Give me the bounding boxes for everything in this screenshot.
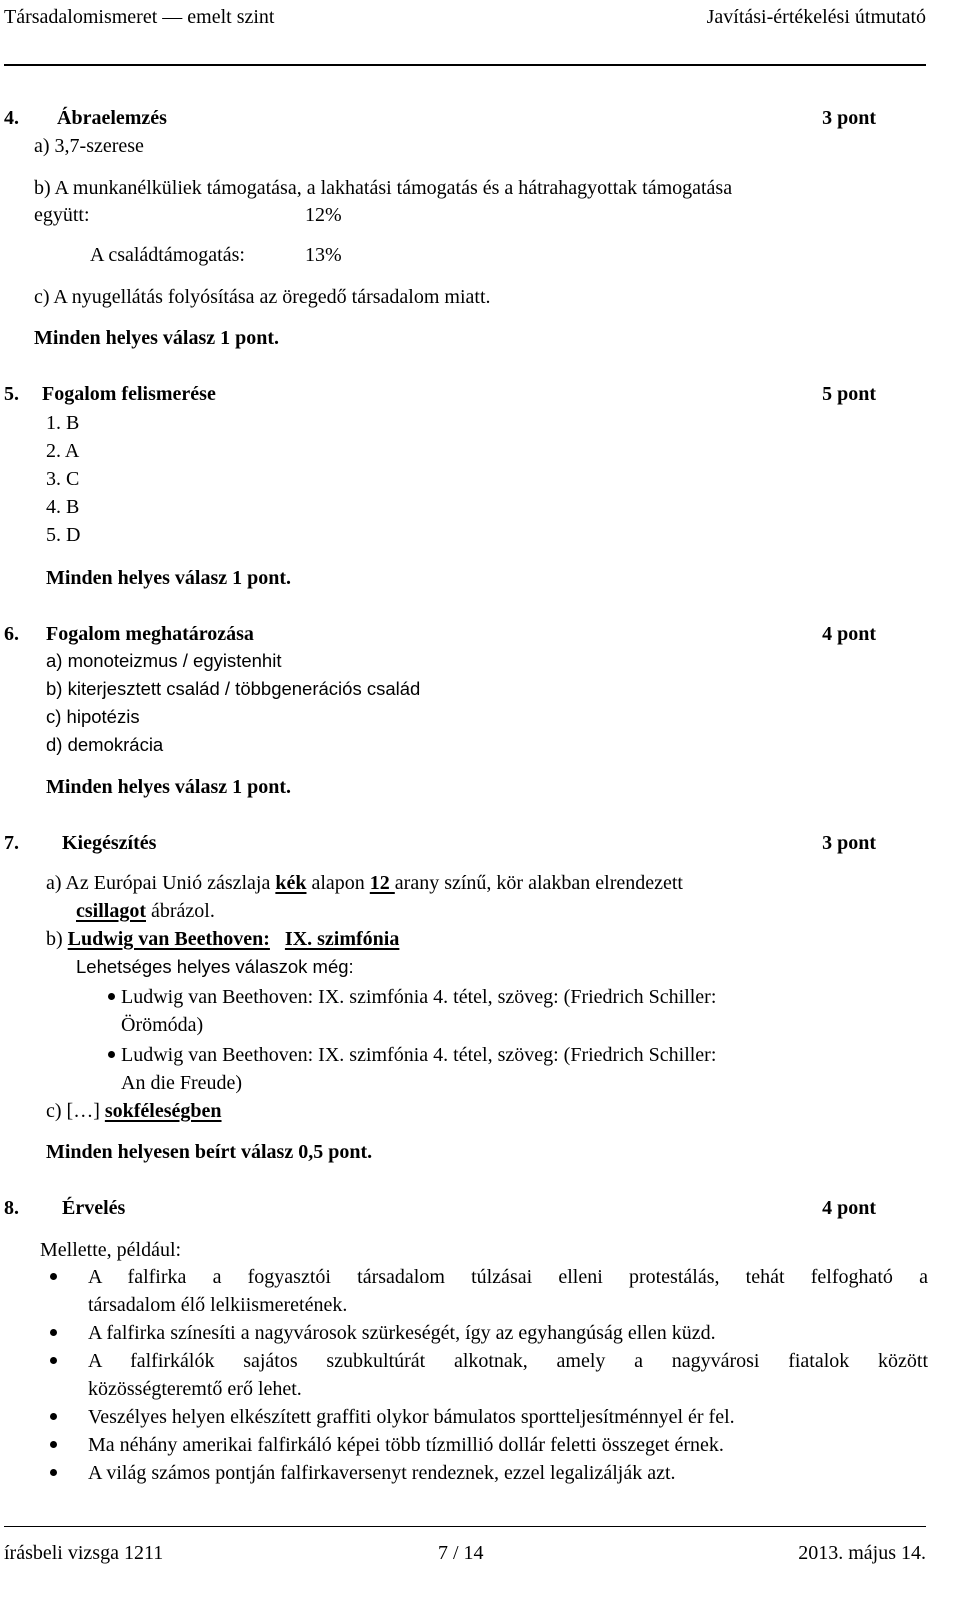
q7-a-mid: alapon <box>306 872 370 894</box>
q6-item: a) monoteizmus / egyistenhit <box>46 650 282 671</box>
footer-exam-id: írásbeli vizsga 1211 <box>4 1542 164 1564</box>
q4-answer-b-value1: 12% <box>305 204 342 226</box>
q6-title: Fogalom meghatározása <box>46 623 254 645</box>
q7-b-alt-answer: Ludwig van Beethoven: IX. szimfónia 4. tétel, szöveg: (Friedrich Schiller: <box>108 1043 716 1067</box>
q7-b-blank-composer: Ludwig van Beethoven: <box>67 928 270 950</box>
q7-a-blank-color: kék <box>275 872 307 894</box>
q7-answer-b <box>46 927 399 951</box>
q4-number: 4. <box>4 107 19 129</box>
q8-argument-cont: közösségteremtő erő lehet. <box>88 1378 302 1400</box>
bullet-icon <box>50 1441 57 1448</box>
q4-answer-b: b) A munkanélküliek támogatása, a lakhatási támogatás és a hátrahagyottak támogatása <box>34 177 733 199</box>
footer-date: 2013. május 14. <box>798 1542 926 1564</box>
q8-argument: Ma néhány amerikai falfirkáló képei több tízmillió dollár feletti összeget érnek. <box>88 1434 724 1456</box>
q7-c-prefix: c) […] <box>46 1100 105 1122</box>
q4-answer-b-label2: A családtámogatás: <box>90 244 245 266</box>
q5-item: 3. C <box>46 468 80 490</box>
header-rule <box>4 64 926 66</box>
footer-rule <box>4 1526 926 1527</box>
q8-number: 8. <box>4 1197 19 1219</box>
q7-b-alt-answer-cont: Örömóda) <box>121 1014 204 1036</box>
q7-b-alt-answer-cont: An die Freude) <box>121 1072 243 1094</box>
q7-answer-c <box>46 1099 222 1123</box>
q6-item: b) kiterjesztett család / többgenerációs család <box>46 678 421 699</box>
q7-title: Kiegészítés <box>62 832 157 854</box>
q8-argument-cont: társadalom élő lelkiismeretének. <box>88 1294 348 1316</box>
q8-title: Érvelés <box>62 1197 126 1219</box>
q8-argument: A világ számos pontján falfirkaversenyt rendeznek, ezzel legalizálják azt. <box>88 1462 676 1484</box>
footer-page-number: 7 / 14 <box>438 1542 484 1564</box>
q4-title: Ábraelemzés <box>57 107 167 129</box>
q7-number: 7. <box>4 832 19 854</box>
bullet-icon <box>50 1273 57 1280</box>
header-left: Társadalomismeret — emelt szint <box>4 6 275 28</box>
q8-argument: A falfirka színesíti a nagyvárosok szürkeségét, így az egyhangúság ellen küzd. <box>88 1322 716 1344</box>
q4-points: 3 pont <box>822 107 876 129</box>
q7-b-alt-answer: Ludwig van Beethoven: IX. szimfónia 4. tétel, szöveg: (Friedrich Schiller: <box>108 985 716 1009</box>
q7-a-blank-star: csillagot <box>76 900 146 922</box>
q7-scoring-note: Minden helyesen beírt válasz 0,5 pont. <box>46 1141 373 1163</box>
q7-answer-a <box>46 871 683 895</box>
q4-answer-b-label1: együtt: <box>34 204 90 226</box>
q5-item: 4. B <box>46 496 80 518</box>
bullet-icon <box>50 1329 57 1336</box>
q5-scoring-note: Minden helyes válasz 1 pont. <box>46 567 292 589</box>
q6-number: 6. <box>4 623 19 645</box>
q6-item: c) hipotézis <box>46 706 140 727</box>
q8-argument: A falfirkálók sajátos szubkultúrát alkotnak, amely a nagyvárosi fiatalok között <box>88 1350 928 1372</box>
q7-a-blank-number: 12 <box>369 872 395 894</box>
q5-title: Fogalom felismerése <box>42 383 216 405</box>
q7-a2-end: ábrázol. <box>146 900 215 922</box>
q5-item: 5. D <box>46 524 81 546</box>
q5-points: 5 pont <box>822 383 876 405</box>
q7-b-prefix: b) <box>46 928 68 950</box>
q7-c-blank: sokféleségben <box>104 1100 222 1122</box>
q7-b-more-label: Lehetséges helyes válaszok még: <box>76 956 354 977</box>
bullet-icon <box>50 1469 57 1476</box>
q7-answer-a-cont <box>76 899 215 923</box>
q7-a-end: arany színű, kör alakban elrendezett <box>394 872 683 894</box>
q4-answer-b-value2: 13% <box>305 244 342 266</box>
q6-scoring-note: Minden helyes válasz 1 pont. <box>46 776 292 798</box>
q5-item: 1. B <box>46 412 80 434</box>
q8-argument: Veszélyes helyen elkészített graffiti olykor bámulatos sportteljesítménnyel ér fel. <box>88 1406 735 1428</box>
q8-intro: Mellette, például: <box>40 1239 182 1261</box>
q8-points: 4 pont <box>822 1197 876 1219</box>
q5-number: 5. <box>4 383 19 405</box>
q4-scoring-note: Minden helyes válasz 1 pont. <box>34 327 280 349</box>
q7-a-prefix: a) Az Európai Unió zászlaja <box>46 872 276 894</box>
q6-item: d) demokrácia <box>46 734 164 755</box>
q7-points: 3 pont <box>822 832 876 854</box>
q4-answer-c: c) A nyugellátás folyósítása az öregedő társadalom miatt. <box>34 286 491 308</box>
q7-b-blank-work: IX. szimfónia <box>284 928 400 950</box>
q6-points: 4 pont <box>822 623 876 645</box>
q4-answer-a: a) 3,7-szerese <box>34 135 144 157</box>
header-right: Javítási-értékelési útmutató <box>706 6 926 28</box>
q5-item: 2. A <box>46 440 80 462</box>
q8-argument: A falfirka a fogyasztói társadalom túlzásai elleni protestálás, tehát felfogható a <box>88 1266 928 1288</box>
bullet-icon <box>50 1413 57 1420</box>
bullet-icon <box>50 1357 57 1364</box>
